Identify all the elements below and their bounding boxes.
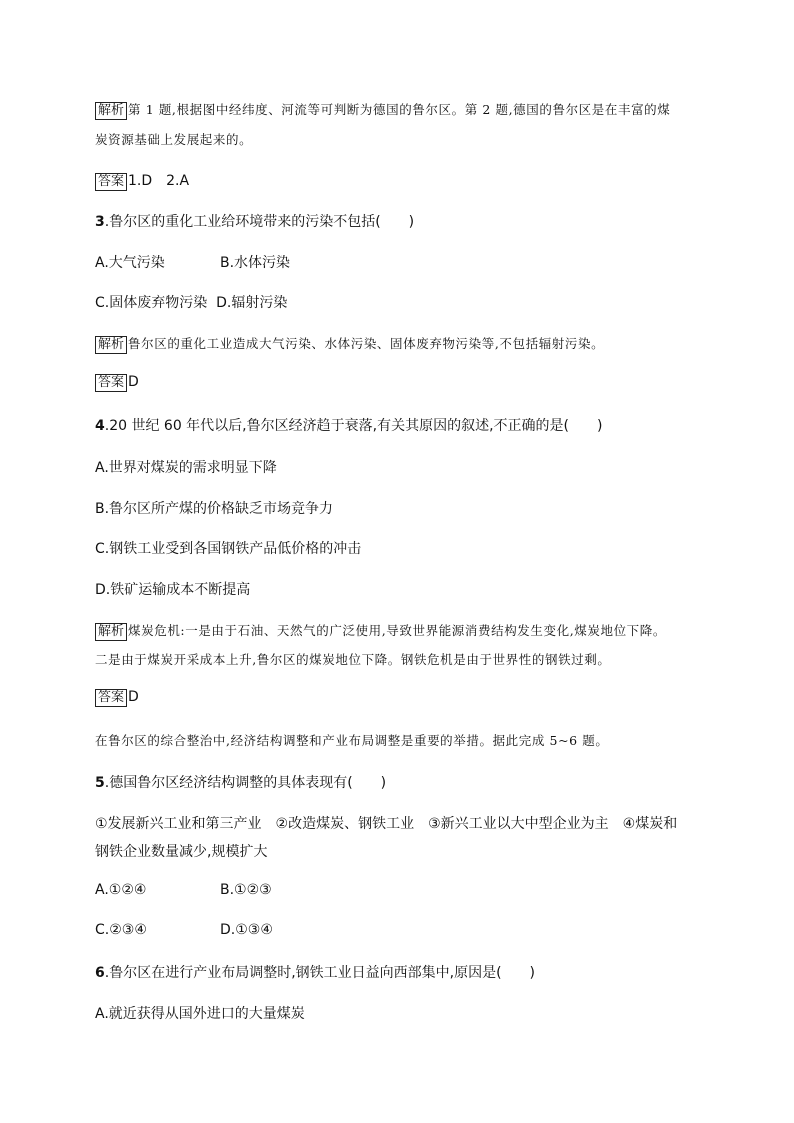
question-number: 5 [95,775,105,791]
question-number: 3 [95,214,105,230]
question-text: .20 世纪 60 年代以后,鲁尔区经济趋于衰落,有关其原因的叙述,不正确的是( ) [104,418,603,434]
question-number: 6 [95,965,105,981]
option-c: C.②③④ [95,922,147,938]
answer-text: 1.D 2.A [128,173,190,189]
option-c: C.钢铁工业受到各国钢铁产品低价格的冲击 [95,541,362,557]
analysis-tag: 解析 [95,102,127,120]
answer-text: D [128,689,139,705]
question-3-stem [95,211,704,231]
option-d: D.铁矿运输成本不断提高 [95,582,251,598]
items-text: 钢铁企业数量减少,规模扩大 [95,844,268,860]
question-text: .德国鲁尔区经济结构调整的具体表现有( ) [104,775,387,791]
question-3-options-ab [95,252,704,272]
option-b: B.水体污染 [220,255,291,271]
option-a: A.世界对煤炭的需求明显下降 [95,460,277,476]
question-4-option-d [95,579,704,599]
answer-tag: 答案 [95,173,127,191]
analysis-text: 鲁尔区的重化工业造成大气污染、水体污染、固体废弃物污染等,不包括辐射污染。 [128,336,605,351]
question-4-option-a [95,457,704,477]
analysis-q1-2-line1 [95,100,704,120]
option-d: D.辐射污染 [216,295,288,311]
option-a: A.①②④ [95,882,147,898]
answer-tag: 答案 [95,689,127,707]
answer-q1-2 [95,170,704,191]
question-text: .鲁尔区的重化工业给环境带来的污染不包括( ) [104,214,415,230]
option-b: B.鲁尔区所产煤的价格缺乏市场竞争力 [95,501,334,517]
analysis-q1-2-line2 [95,130,704,148]
analysis-tag: 解析 [95,336,127,354]
analysis-text: 二是由于煤炭开采成本上升,鲁尔区的煤炭地位下降。钢铁危机是由于世界性的钢铁过剩。 [95,652,611,667]
question-4-stem [95,415,704,435]
analysis-text: 炭资源基础上发展起来的。 [95,132,253,147]
items-text: ①发展新兴工业和第三产业 ②改造煤炭、钢铁工业 ③新兴工业以大中型企业为主 ④煤炭和 [95,816,678,832]
question-5-options-ab [95,882,704,898]
answer-tag: 答案 [95,374,127,392]
answer-q3 [95,374,704,392]
intro-text: 在鲁尔区的综合整治中,经济结构调整和产业布局调整是重要的举措。据此完成 5~6 题。 [95,733,609,748]
question-5-stem [95,772,704,792]
question-4-option-c [95,538,704,558]
question-text: .鲁尔区在进行产业布局调整时,钢铁工业日益向西部集中,原因是( ) [104,965,536,981]
question-6-option-a [95,1003,704,1023]
option-a: A.就近获得从国外进口的大量煤炭 [95,1006,305,1022]
option-c: C.固体废弃物污染 [95,295,208,311]
question-5-items-line1 [95,813,704,833]
option-d: D.①③④ [220,922,273,938]
option-a: A.大气污染 [95,255,165,271]
analysis-q4-line2 [95,650,704,668]
option-b: B.①②③ [220,882,272,898]
analysis-tag: 解析 [95,623,127,641]
material-intro [95,731,704,749]
analysis-q3 [95,334,704,354]
analysis-text: 第 1 题,根据图中经纬度、河流等可判断为德国的鲁尔区。第 2 题,德国的鲁尔区是在丰富的煤 [128,102,671,117]
question-5-items-line2 [95,841,704,861]
question-number: 4 [95,418,105,434]
analysis-text: 煤炭危机:一是由于石油、天然气的广泛使用,导致世界能源消费结构发生变化,煤炭地位下降。 [128,623,666,638]
answer-q4 [95,689,704,707]
question-4-option-b [95,498,704,518]
question-5-options-cd [95,922,704,938]
answer-text: D [128,374,139,390]
question-6-stem [95,962,704,982]
analysis-q4-line1 [95,621,704,641]
question-3-options-cd [95,292,704,312]
